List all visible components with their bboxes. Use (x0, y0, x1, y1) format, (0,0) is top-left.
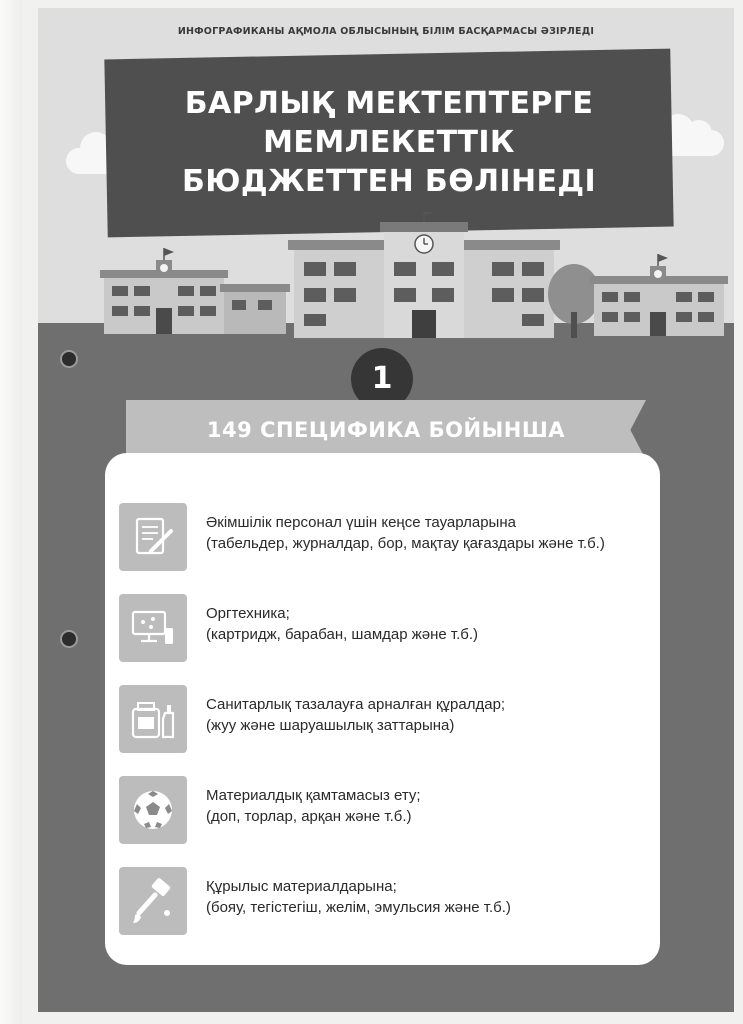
section-ribbon-label: 149 СПЕЦИФИКА БОЙЫНША (206, 418, 566, 442)
icon-tile (119, 503, 187, 571)
document-pen-icon (127, 511, 179, 563)
item-title: Әкімшілік персонал үшін кеңсе тауарларына (206, 514, 516, 531)
tree-icon (548, 264, 600, 338)
item-details: (табельдер, журналдар, бор, мақтау қағаздары және т.б.) (206, 535, 605, 552)
punch-hole (60, 630, 78, 648)
item-details: (картридж, барабан, шамдар және т.б.) (206, 626, 479, 643)
item-description (206, 603, 656, 645)
item-description (206, 694, 656, 736)
publisher-caption: ИНФОГРАФИКАНЫ АҚМОЛА ОБЛЫСЫНЫҢ БІЛІМ БАСҚАРМАСЫ ӘЗІРЛЕДІ (177, 26, 595, 37)
title-line-1: БАРЛЫҚ МЕКТЕПТЕРГЕ (184, 86, 594, 121)
left-school-icon (100, 248, 290, 334)
item-description (206, 512, 656, 554)
item-details: (жуу және шаруашылық заттарына) (206, 717, 455, 734)
section-number-badge: 1 (351, 348, 413, 410)
infographic-poster (38, 8, 734, 1012)
cleaning-supplies-icon (127, 693, 179, 745)
item-title: Санитарлық тазалауға арналған құралдар; (206, 696, 506, 713)
item-title: Құрылыс материалдарына; (206, 878, 397, 895)
item-details: (бояу, тегістегіш, желім, эмульсия және т.б.) (206, 899, 511, 916)
icon-tile (119, 685, 187, 753)
item-title: Оргтехника; (206, 605, 290, 622)
paper-edge (0, 0, 22, 1024)
item-description (206, 785, 656, 827)
right-school-icon (590, 254, 728, 336)
school-buildings-illustration (94, 212, 734, 342)
punch-hole (60, 350, 78, 368)
main-school-icon (288, 212, 560, 338)
list-item (119, 503, 649, 573)
list-item (119, 685, 649, 755)
icon-tile (119, 867, 187, 935)
list-item (119, 776, 649, 846)
poster-title (106, 84, 672, 201)
soccer-ball-icon (127, 784, 179, 836)
item-description (206, 876, 656, 918)
title-line-2: МЕМЛЕКЕТТІК (263, 125, 515, 160)
items-card (105, 453, 660, 965)
list-item (119, 867, 649, 937)
icon-tile (119, 776, 187, 844)
item-title: Материалдық қамтамасыз ету; (206, 787, 421, 804)
office-equipment-icon (127, 602, 179, 654)
item-details: (доп, торлар, арқан және т.б.) (206, 808, 412, 825)
list-item (119, 594, 649, 664)
icon-tile (119, 594, 187, 662)
paint-brush-icon (127, 875, 179, 927)
title-line-3: БЮДЖЕТТЕН БӨЛІНЕДІ (181, 164, 597, 199)
